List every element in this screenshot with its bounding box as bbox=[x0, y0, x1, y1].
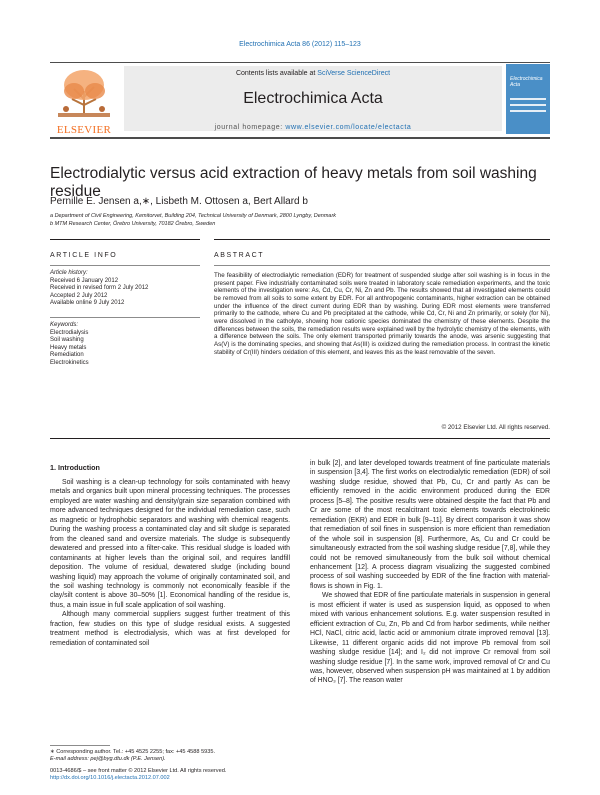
journal-homepage-line bbox=[124, 124, 502, 131]
keywords-divider bbox=[50, 317, 200, 318]
journal-homepage-link[interactable]: www.elsevier.com/locate/electacta bbox=[285, 124, 412, 131]
abstract-copyright: © 2012 Elsevier Ltd. All rights reserved. bbox=[441, 424, 550, 431]
email-footnote: E-mail address: pej@byg.dtu.dk (P.E. Jensen). bbox=[50, 756, 166, 762]
article-info-rule bbox=[50, 239, 200, 240]
cover-bar bbox=[510, 110, 546, 112]
contents-prefix: Contents lists available at bbox=[235, 70, 318, 77]
contents-line bbox=[124, 70, 502, 77]
body-paragraph: We showed that EDR of fine particulate materials in suspension in general is most efficient if water is used as suspension liquid, as opposed to when mixed with various enhancement solutions. E.g. water suspension resulted in efficient extraction of Cu, Zn, Pb and Cd from harbor sediments, while neither HCl, NaCl, citric acid, lactic acid or ammonium citrate improved removal [13]. Likewise, 11 different organic acids did not improve Pb removal from soil washing sludge residue [14]; and I₂ did not improve Cr removal from soil washing sludge residue [7]. In the same work, improved removal of Cr and Cu was, however, observed when suspension pH was maintained at 1 by addition of HNO₃ [7]. The reason water bbox=[310, 592, 550, 685]
doi-link[interactable]: http://dx.doi.org/10.1016/j.electacta.2012.07.002 bbox=[50, 775, 170, 781]
journal-cover-thumbnail bbox=[506, 64, 550, 134]
abstract-bottom-rule bbox=[50, 438, 550, 439]
journal-reference[interactable]: Electrochimica Acta 86 (2012) 115–123 bbox=[239, 41, 361, 48]
homepage-prefix: journal homepage: bbox=[214, 124, 286, 131]
cover-bar bbox=[510, 98, 546, 100]
body-paragraph: Soil washing is a clean-up technology for soils contaminated with heavy metals and organics built upon mineral processing techniques. The processes employed are water washing and density/grain size separation combined with more advanced techniques designed for the individual remediation case, such as magnetic or hydrophobic separators and washing with chemical reagents. During the washing process a contaminated clay and silt sludge is separated from the cleaned sand and oversize materials. The sludge is subsequently dewatered and pressed into a filter-cake. This residual sludge is loaded with contaminants at higher levels than the original soil, and requires landfill deposition. The volume of residual, dewatered sludge (including bound washing liquid) may approach the volume of originally contaminated soil, and the soil washing technology is commonly not economically feasible if the clay/silt content is above 30–50% [1]. Economical handling of the residue is, thus, a main issue in full scale application of soil washing. bbox=[50, 479, 290, 609]
keywords-heading: Keywords: bbox=[50, 322, 79, 328]
cover-title: Electrochimica Acta bbox=[510, 76, 543, 88]
footnote-rule bbox=[50, 745, 110, 746]
body-column-right bbox=[310, 459, 550, 686]
article-title: Electrodialytic versus acid extraction of heavy metals from soil washing residue bbox=[50, 165, 537, 200]
history-item: Received in revised form 2 July 2012 bbox=[50, 285, 149, 292]
section-heading-introduction: 1. Introduction bbox=[50, 463, 100, 472]
journal-title: Electrochimica Acta bbox=[243, 90, 383, 107]
cover-bar bbox=[510, 104, 546, 106]
author-list: Pernille E. Jensen a,∗, Lisbeth M. Ottosen a, Bert Allard b bbox=[50, 196, 308, 207]
body-paragraph: in bulk [2], and later developed towards treatment of fine particulate materials in suspension [3,4]. The first works on electrodialytic remediation (EDR) of soil washing sludge residue, showed that Pb, Cu, Cr and partly As can be efficiently removed in the acidic environment produced during the EDR process [5–8]. The positive results were obtained despite the fact that Pb and Cr are some of the most recalcitrant toxic elements towards electrokinetic remediation (EKR) and EDR in bulk [9–11]. By direct comparison it was show that remediation of soil fines in suspension is more efficient than remediation of the whole soil in suspension [8]. Furthermore, As, Cu and Cr could be simultaneously extracted from the soil washing sludge residue [7,8], while they could not be removed simultaneously from the bulk soil without chemical enhancement [12]. A process diagram visualizing the suggested combined process of soil washing succeeded by EDR of the fine fraction with material-flows is shown in Fig. 1. bbox=[310, 460, 550, 590]
keywords-list bbox=[50, 322, 200, 368]
article-info-label: ARTICLE INFO bbox=[50, 252, 118, 259]
history-item: Accepted 2 July 2012 bbox=[50, 292, 108, 299]
keyword-item: Heavy metals bbox=[50, 344, 87, 351]
affiliation-b: b MTM Research Center, Örebro University, 70182 Örebro, Sweden bbox=[50, 221, 216, 227]
affiliation-a: a Department of Civil Engineering, Kemitorvet, Building 204, Technical University of Denmark, 2800 Lyngby, Denmark bbox=[50, 213, 337, 219]
keyword-item: Electrodialysis bbox=[50, 329, 89, 336]
article-history bbox=[50, 270, 200, 308]
history-item: Received 6 January 2012 bbox=[50, 277, 119, 284]
keyword-item: Electrokinetics bbox=[50, 359, 89, 366]
body-paragraph: Although many commercial suppliers suggest further treatment of this fraction, few studies on this type of sludge residual exists. A suggested treatment method is electrodialysis, which was at first developed for remediation of contaminated soil bbox=[50, 611, 290, 647]
history-heading: Article history: bbox=[50, 270, 88, 276]
abstract-text: The feasibility of electrodialytic remediation (EDR) for treatment of suspended sludge after soil washing is in focus in the present paper. Five industrially contaminated soils were treated in laboratory scale remediation experiments, and the toxic elements of the investigation were: As, Cd, Cu, Cr, Ni, Zn and Pb. The results showed that all investigated elements could be removed from all soils to some extent by EDR. For all anthropogenic contaminants, higher extraction can be obtained under the influence of the direct current during EDR than by washing. During EDR most elements were transferred primarily to the cathode, where Cu and Pb precipitated at the cathode, while Cd, Cr, Ni and Zn primarily, or solely (for Ni), were dissolved in the catholyte, showing how cationic species dominated the chemistry of these elements. Despite the differences between the soils, the remediation results were explained well by the hydrolytic chemistry of the elements, with a difference between the soils. The only element transported primarily towards the anode, was arsenic suggesting that As(V) is the dominating species, and showing that As(III) is oxidized during the remediation process. In contrast the kinetic stability of Cr(III) hinders oxidation of this element, and leaves this as the least removable of the seven. bbox=[214, 272, 550, 356]
header-top-rule bbox=[50, 62, 550, 63]
abstract-divider bbox=[214, 265, 550, 266]
keyword-item: Remediation bbox=[50, 352, 84, 359]
history-item: Available online 9 July 2012 bbox=[50, 300, 125, 307]
article-info-divider bbox=[50, 265, 200, 266]
publisher-wordmark: ELSEVIER bbox=[56, 124, 112, 136]
body-column-left bbox=[50, 478, 290, 648]
front-matter-note: 0013-4686/$ – see front matter © 2012 Elsevier Ltd. All rights reserved. bbox=[50, 768, 227, 774]
keyword-item: Soil washing bbox=[50, 337, 84, 344]
abstract-label: ABSTRACT bbox=[214, 252, 265, 259]
sciencedirect-link[interactable]: SciVerse ScienceDirect bbox=[317, 70, 391, 77]
abstract-rule bbox=[214, 239, 550, 240]
corresponding-author-footnote: ∗ Corresponding author. Tel.: +45 4525 2255; fax: +45 4588 5935. bbox=[50, 749, 216, 755]
header-bottom-rule bbox=[50, 137, 550, 139]
